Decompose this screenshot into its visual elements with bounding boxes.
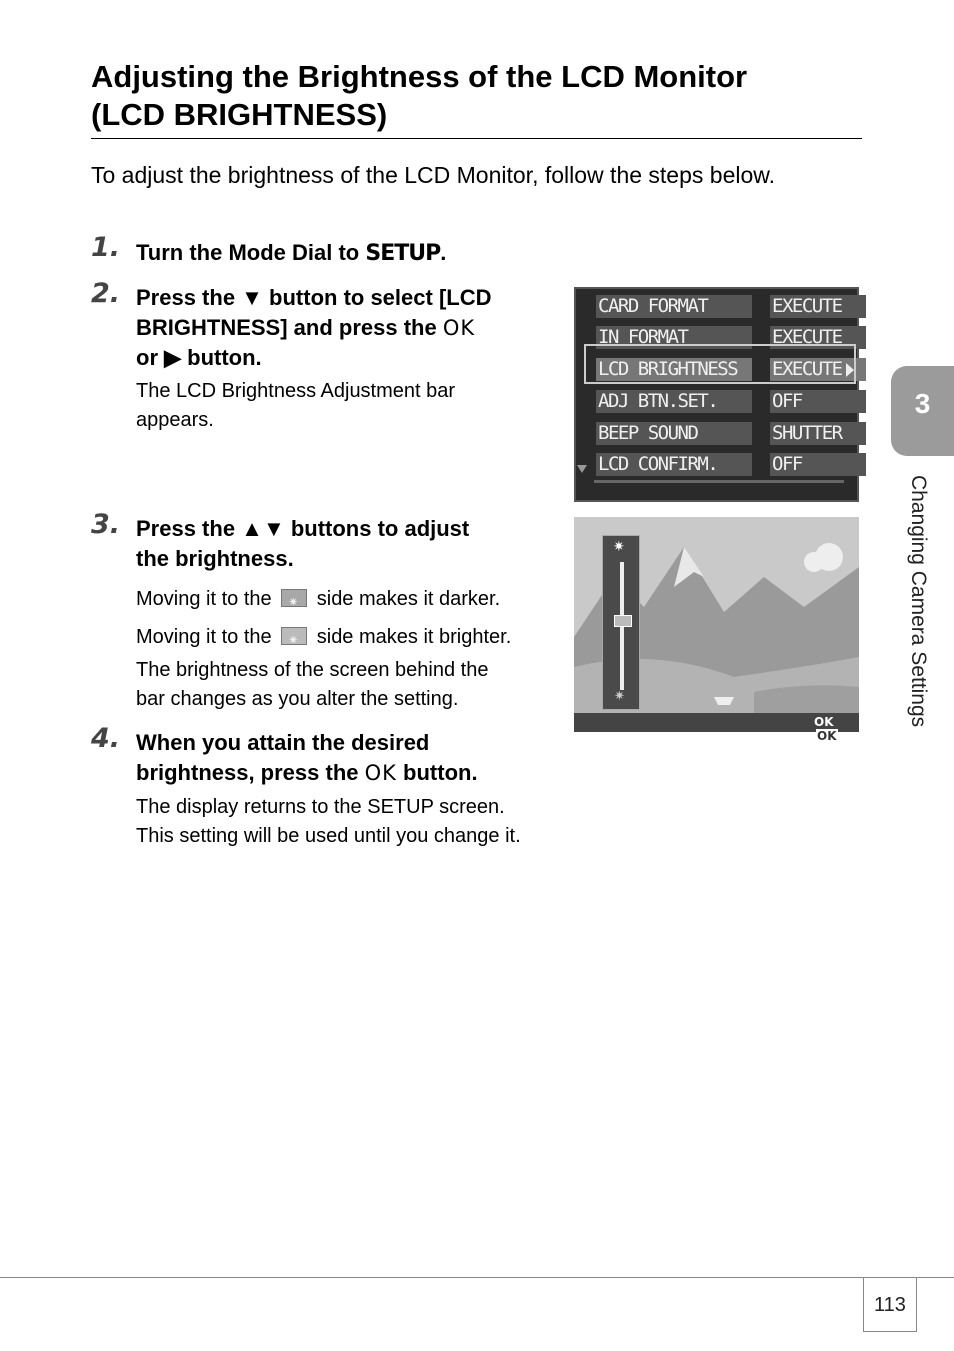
step-3-text: Press the ▲▼ buttons to adjust the brightness. (136, 516, 470, 571)
brightness-slider-handle (614, 615, 632, 627)
scroll-down-icon (577, 465, 587, 473)
ok-button-glyph: OK (364, 761, 397, 785)
setup-mode-label: SETUP (365, 241, 441, 266)
menu-bottom-line (594, 480, 844, 483)
chapter-label: Changing Camera Settings (907, 475, 930, 728)
step-3-brighter-text: Moving it to the ✷ side makes it brighter. (136, 623, 511, 652)
selection-highlight (584, 344, 856, 384)
step-2-text: Press the ▼ button to select [LCD BRIGHTNESS] and press the OK or ▶ button. (136, 285, 492, 370)
step-4-text: When you attain the desired brightness, press the OK button. (136, 730, 478, 785)
bright-sun-icon: ✷ (613, 538, 625, 554)
title-line-2: (LCD BRIGHTNESS) (91, 97, 388, 132)
step-4-description: The display returns to the SETUP screen. This setting will be used until you change it. (136, 796, 521, 847)
footer-divider (0, 1277, 954, 1278)
step-2-description: The LCD Brightness Adjustment bar appears. (136, 380, 456, 431)
title-divider (91, 138, 862, 139)
intro-text: To adjust the brightness of the LCD Monitor, follow the steps below. (91, 162, 775, 188)
step-3-description: The brightness of the screen behind the bar changes as you alter the setting. (136, 659, 489, 710)
page-title (91, 58, 871, 134)
chapter-number: 3 (914, 388, 931, 419)
step-1-number: 1. (91, 232, 121, 263)
step-3-darker-text: Moving it to the ✷ side makes it darker. (136, 585, 500, 614)
brightness-bar (602, 535, 640, 710)
lcd-setup-menu-screen: CARD FORMAT EXECUTE IN FORMAT EXECUTE LCD BRIGHTNESS EXECUTE ADJ BTN.SET. OFF BEEP SOUND SHUTTER LCD CONFIRM. OFF (574, 287, 859, 502)
step-1-text: Turn the Mode Dial to SETUP. (136, 240, 447, 266)
step-3-number: 3. (91, 509, 121, 540)
right-arrow-icon (846, 363, 854, 377)
page-number: 113 (874, 1294, 906, 1316)
step-2-number: 2. (91, 278, 121, 309)
lcd-brightness-screen (574, 517, 859, 743)
bright-sun-icon (281, 627, 307, 645)
dark-sun-icon (281, 589, 307, 607)
dark-sun-icon: ✷ (614, 688, 625, 703)
step-4-number: 4. (91, 723, 121, 754)
title-line-1: Adjusting the Brightness of the LCD Monitor (91, 59, 748, 94)
ok-button-glyph: OK (442, 316, 476, 340)
ok-indicator: OK OK (814, 715, 837, 743)
